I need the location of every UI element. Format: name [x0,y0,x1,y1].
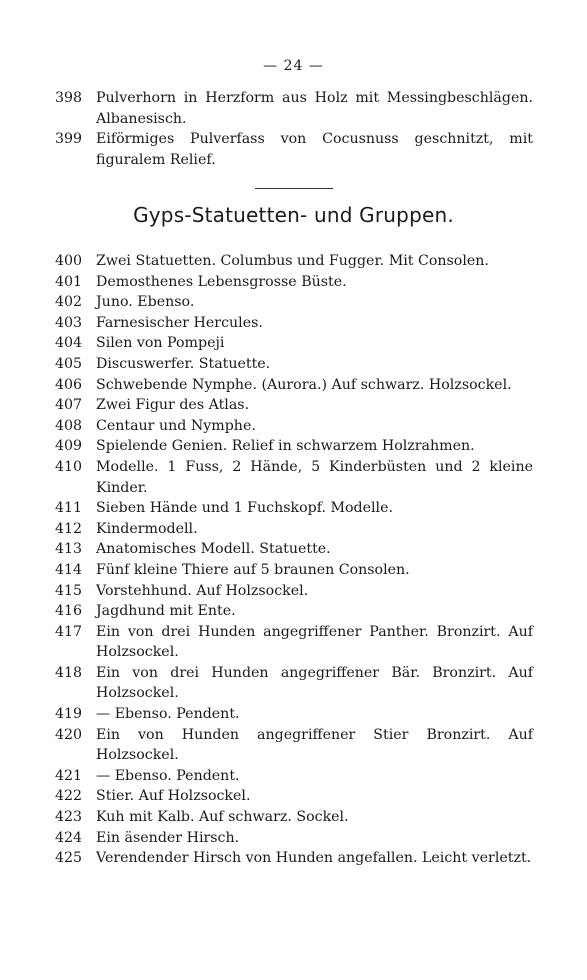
entry-number: 407 [55,397,83,414]
entry-number: 413 [55,541,83,558]
entry-number: 411 [55,500,83,517]
entry-text: Pulverhorn in Herzform aus Holz mit Messingbeschlägen. Albanesisch. [96,90,533,127]
entry-number: 406 [55,376,83,393]
section-divider [255,188,333,189]
catalog-entry [55,88,533,129]
entry-text: Ein von Hunden angegriffener Stier Bronzirt. Auf Holzsockel. [96,726,533,764]
catalog-entry [55,457,533,498]
entry-text: Fünf kleine Thiere auf 5 braunen Consolen. [96,561,410,578]
catalog-entry [55,354,533,375]
entry-text: Kindermodell. [96,520,198,537]
entry-text: Verendender Hirsch von Hunden angefallen. Leicht verletzt. [96,850,532,867]
catalog-entry [55,704,533,725]
entry-text: Vorstehhund. Auf Holzsockel. [96,582,309,599]
entry-text: Ein äsender Hirsch. [96,829,240,846]
entry-number: 404 [55,335,83,352]
entry-text: Schwebende Nymphe. (Aurora.) Auf schwarz. Holzsockel. [96,376,512,393]
entry-number: 425 [55,850,83,867]
section-heading: Gyps-Statuetten- und Gruppen. [133,203,454,227]
entry-number: 412 [55,520,83,537]
entry-number: 419 [55,706,83,723]
entry-text: Ein von drei Hunden angegriffener Panther. Bronzirt. Auf Holzsockel. [96,623,533,661]
entry-text: Eiförmiges Pulverfass von Cocusnuss geschnitzt, mit figuralem Relief. [96,131,533,168]
entry-number: 422 [55,788,83,805]
entry-number: 423 [55,809,83,826]
catalog-entry [55,663,533,704]
entry-text: Farnesischer Hercules. [96,314,263,331]
entry-text: Centaur und Nymphe. [96,417,256,434]
entry-number: 408 [55,417,83,434]
catalog-entry [55,333,533,354]
entry-number: 414 [55,561,83,578]
catalog-entry [55,807,533,828]
catalog-entry [55,786,533,807]
entry-number: 398 [55,90,83,106]
catalog-entry [55,766,533,787]
entry-text: Demosthenes Lebensgrosse Büste. [96,273,347,290]
entry-text: Stier. Auf Holzsockel. [96,788,251,805]
entry-number: 410 [55,458,83,475]
catalog-entry [55,129,533,170]
catalog-entry [55,375,533,396]
entry-text: Juno. Ebenso. [96,294,195,311]
catalog-entry [55,272,533,293]
entry-text: Spielende Genien. Relief in schwarzem Holzrahmen. [96,438,475,455]
entry-text: Zwei Figur des Atlas. [96,397,250,414]
entry-list [55,251,533,869]
entry-list-top [55,88,533,170]
catalog-entry [55,416,533,437]
catalog-entry [55,498,533,519]
catalog-entry [55,725,533,766]
entry-number: 405 [55,355,83,372]
entry-number: 401 [55,273,83,290]
catalog-entry [55,622,533,663]
catalog-entry [55,436,533,457]
catalog-entry [55,828,533,849]
entry-number: 399 [55,131,83,148]
entry-number: 420 [55,726,83,743]
entry-text: Ein von drei Hunden angegriffener Bär. Bronzirt. Auf Holzsockel. [96,664,533,702]
entry-number: 418 [55,664,83,681]
entry-number: 421 [55,767,83,784]
catalog-entry [55,539,533,560]
entry-number: 417 [55,623,83,640]
catalog-entry [55,848,533,869]
catalog-entry [55,560,533,581]
entry-number: 415 [55,582,83,599]
entry-text: Discuswerfer. Statuette. [96,355,271,372]
entry-number: 409 [55,438,83,455]
entry-text: Silen von Pompeji [96,335,225,352]
entry-text: Sieben Hände und 1 Fuchskopf. Modelle. [96,500,393,517]
catalog-entry [55,581,533,602]
entry-text: Kuh mit Kalb. Auf schwarz. Sockel. [96,809,349,826]
entry-text: — Ebenso. Pendent. [96,767,240,784]
entry-text: Anatomisches Modell. Statuette. [96,541,331,558]
catalog-entry [55,519,533,540]
catalog-entry [55,395,533,416]
entry-text: — Ebenso. Pendent. [96,706,240,723]
catalog-entry [55,601,533,622]
entry-number: 424 [55,829,83,846]
entry-number: 402 [55,294,83,311]
entry-text: Modelle. 1 Fuss, 2 Hände, 5 Kinderbüsten und 2 kleine Kinder. [96,458,533,496]
entry-number: 416 [55,603,83,620]
entry-number: 403 [55,314,83,331]
catalog-entry [55,313,533,334]
catalog-entry [55,251,533,272]
page-number: — 24 — [263,58,324,74]
entry-number: 400 [55,253,83,269]
entry-text: Jagdhund mit Ente. [96,603,236,620]
entry-text: Zwei Statuetten. Columbus und Fugger. Mit Consolen. [96,253,489,269]
catalog-entry [55,292,533,313]
